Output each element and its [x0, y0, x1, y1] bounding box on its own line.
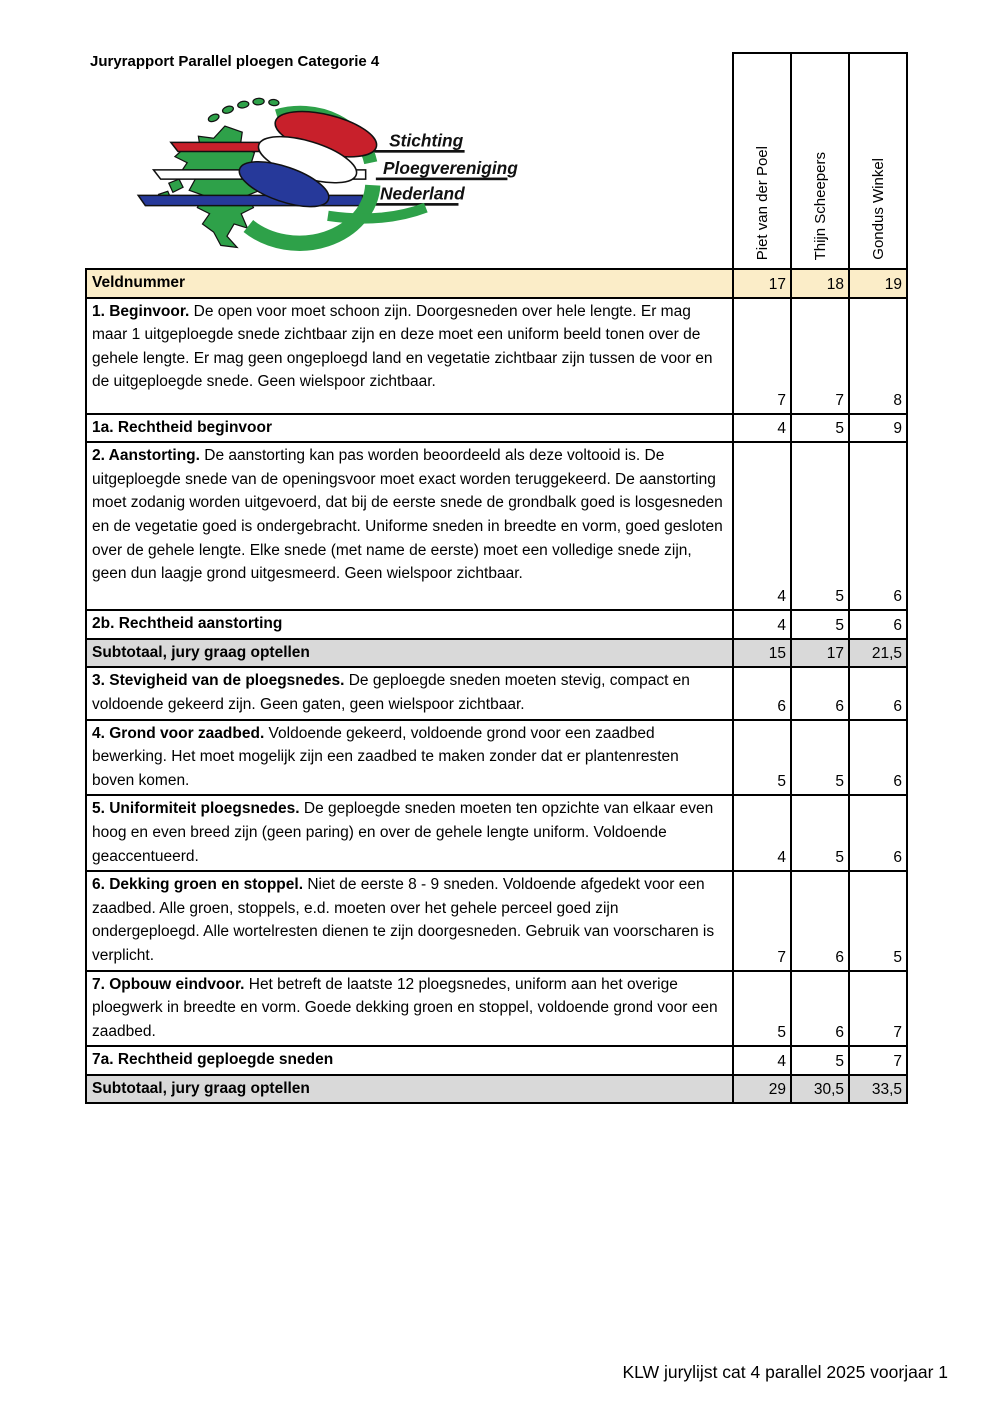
score-cell: 17: [790, 640, 848, 667]
criterion-description: [87, 721, 732, 795]
criterion-body: Het betreft de laatste 12 ploegsnedes, uniform aan het overige ploegwerk in breedte en vorm. Goede dekking groen en stoppel, voldoende grond voor een zaadbed.: [92, 975, 718, 1040]
criterion-body: Niet de eerste 8 - 9 sneden. Voldoende afgedekt voor een zaadbed. Alle groen, stoppels, e.d. moeten over het gehele perceel goed zijn ondergeploegd. Alle wortelresten dienen te zijn doorgesneden. Gebruik van voorscharen is verplicht.: [92, 876, 715, 964]
score-cell: 6: [732, 668, 790, 718]
criterion-row: [87, 794, 906, 870]
score-cell: 6: [790, 872, 848, 969]
criterion-body: De aanstorting kan pas worden beoordeeld als deze voltooid is. De uitgeploegde snede van de openingsvoor moet exact worden teruggekeerd. De aanstorting moet zodanig worden uitgevoerd, dat bij de eerste snede de grondbalk goed is losgesneden en de vegetatie goed is ondergebracht. Uniforme sneden in breedte en vorm, goed gesloten over de gehele lengte. Elke snede (met name de eerste) moet een volledige snede zijn, geen dun laagje grond uitgesmeerd. Geen wielspoor zichtbaar.: [92, 447, 723, 583]
score-cell: 6: [848, 611, 906, 638]
score-cell: 5: [790, 796, 848, 870]
score-cell: 4: [732, 1047, 790, 1074]
score-cell: 29: [732, 1076, 790, 1103]
globe-arc-tail: [328, 208, 426, 219]
criterion-row: [87, 297, 906, 413]
score-cell: 5: [790, 1047, 848, 1074]
criterion-body: De geploegde sneden moeten stevig, compact en voldoende gekeerd zijn. Geen gaten, geen wielspoor zichtbaar.: [92, 672, 690, 713]
criterion-title: 4. Grond voor zaadbed.: [92, 724, 265, 742]
judge-column: [732, 52, 790, 268]
criterion-row: [87, 413, 906, 442]
criterion-title: 2. Aanstorting.: [92, 447, 200, 465]
criterion-row: [87, 970, 906, 1046]
criterion-body: De geploegde sneden moeten ten opzichte van elkaar even hoog en even breed zijn (geen paring) en over de gehele lengte uniform. Voldoende geaccentueerd.: [92, 800, 714, 865]
score-cell: 5: [790, 415, 848, 442]
veldnummer-row: [87, 270, 906, 297]
score-cell: 5: [732, 972, 790, 1046]
score-table: [85, 268, 908, 1104]
criterion-row: [87, 870, 906, 969]
criterion-title: 6. Dekking groen en stoppel.: [92, 876, 304, 894]
criterion-description: [87, 640, 732, 667]
criterion-body: Voldoende gekeerd, voldoende grond voor een zaadbed bewerking. Het moet mogelijk zijn een zaadbed te maken zonder dat er plantenresten boven komen.: [92, 724, 679, 789]
veldnummer-label: Veldnummer: [92, 274, 186, 291]
score-cell: 5: [790, 443, 848, 609]
score-cell: 9: [848, 415, 906, 442]
criterion-title: Subtotaal, jury graag optellen: [92, 1079, 310, 1097]
criterion-body: De open voor moet schoon zijn. Doorgesneden over hele lengte. Er mag maar 1 uitgeploegde snede zichtbaar zijn en deze moet een uniform beeld tonen over de gehele lengte. Er mag geen ongeploegd land en vegetatie zichtbaar zijn tussen de voor en de uitgeploegde snede. Geen wielspoor zichtbaar.: [92, 302, 713, 391]
criterion-description: [87, 668, 732, 718]
judge-column: [848, 52, 908, 268]
score-cell: 21,5: [848, 640, 906, 667]
criterion-description: [87, 443, 732, 609]
page-title: Juryrapport Parallel ploegen Categorie 4: [90, 53, 380, 70]
criterion-description: [87, 972, 732, 1046]
island-dots: [207, 98, 279, 123]
score-cell: 5: [790, 721, 848, 795]
judge-columns-header: [732, 52, 908, 268]
score-cell: 5: [732, 721, 790, 795]
criterion-description: [87, 299, 732, 413]
criterion-description: [87, 1047, 732, 1074]
score-cell: 7: [732, 872, 790, 969]
criterion-description: [87, 1076, 732, 1103]
score-cell: 6: [790, 972, 848, 1046]
judge-name: Piet van der Poel: [753, 145, 771, 260]
logo-word-nederland: Nederland: [379, 183, 465, 204]
criterion-description: [87, 796, 732, 870]
criterion-title: Subtotaal, jury graag optellen: [92, 643, 310, 661]
score-cell: 4: [732, 796, 790, 870]
veldnummer-value: 17: [732, 270, 790, 297]
score-cell: 7: [848, 972, 906, 1046]
criterion-title: 1. Beginvoor.: [92, 302, 190, 320]
score-cell: 30,5: [790, 1076, 848, 1103]
criterion-title: 7. Opbouw eindvoor.: [92, 975, 245, 993]
score-cell: 4: [732, 415, 790, 442]
logo-word-ploegvereniging: Ploegvereniging: [383, 157, 518, 178]
criterion-title: 2b. Rechtheid aanstorting: [92, 615, 283, 633]
score-cell: 7: [732, 299, 790, 413]
veldnummer-value: 19: [848, 270, 906, 297]
criterion-title: 5. Uniformiteit ploegsnedes.: [92, 800, 300, 818]
judge-name: Thijn Scheepers: [811, 151, 829, 260]
score-cell: 4: [732, 611, 790, 638]
score-cell: 7: [790, 299, 848, 413]
document-footer: KLW jurylijst cat 4 parallel 2025 voorjaar 1: [622, 1362, 948, 1382]
criterion-row: [87, 719, 906, 795]
criterion-row: [87, 666, 906, 718]
logo-word-stichting: Stichting: [389, 130, 464, 151]
criterion-row: [87, 441, 906, 609]
score-cell: 6: [848, 721, 906, 795]
judge-name: Gondus Winkel: [869, 158, 887, 260]
score-cell: 5: [848, 872, 906, 969]
spn-logo: [128, 93, 536, 257]
criterion-description: [87, 611, 732, 638]
score-cell: 6: [848, 443, 906, 609]
veldnummer-value: 18: [790, 270, 848, 297]
criterion-title: 1a. Rechtheid beginvoor: [92, 418, 273, 436]
criterion-row: [87, 609, 906, 638]
criterion-title: 7a. Rechtheid geploegde sneden: [92, 1051, 334, 1069]
criterion-description: [87, 872, 732, 969]
score-cell: 15: [732, 640, 790, 667]
score-cell: 33,5: [848, 1076, 906, 1103]
criterion-row: [87, 1074, 906, 1103]
criterion-description: [87, 415, 732, 442]
score-cell: 8: [848, 299, 906, 413]
criterion-row: [87, 638, 906, 667]
score-cell: 6: [848, 668, 906, 718]
criterion-title: 3. Stevigheid van de ploegsnedes.: [92, 672, 345, 690]
score-cell: 4: [732, 443, 790, 609]
score-cell: 6: [790, 668, 848, 718]
score-cell: 6: [848, 796, 906, 870]
criterion-row: [87, 1045, 906, 1074]
judge-column: [790, 52, 848, 268]
score-cell: 5: [790, 611, 848, 638]
score-cell: 7: [848, 1047, 906, 1074]
